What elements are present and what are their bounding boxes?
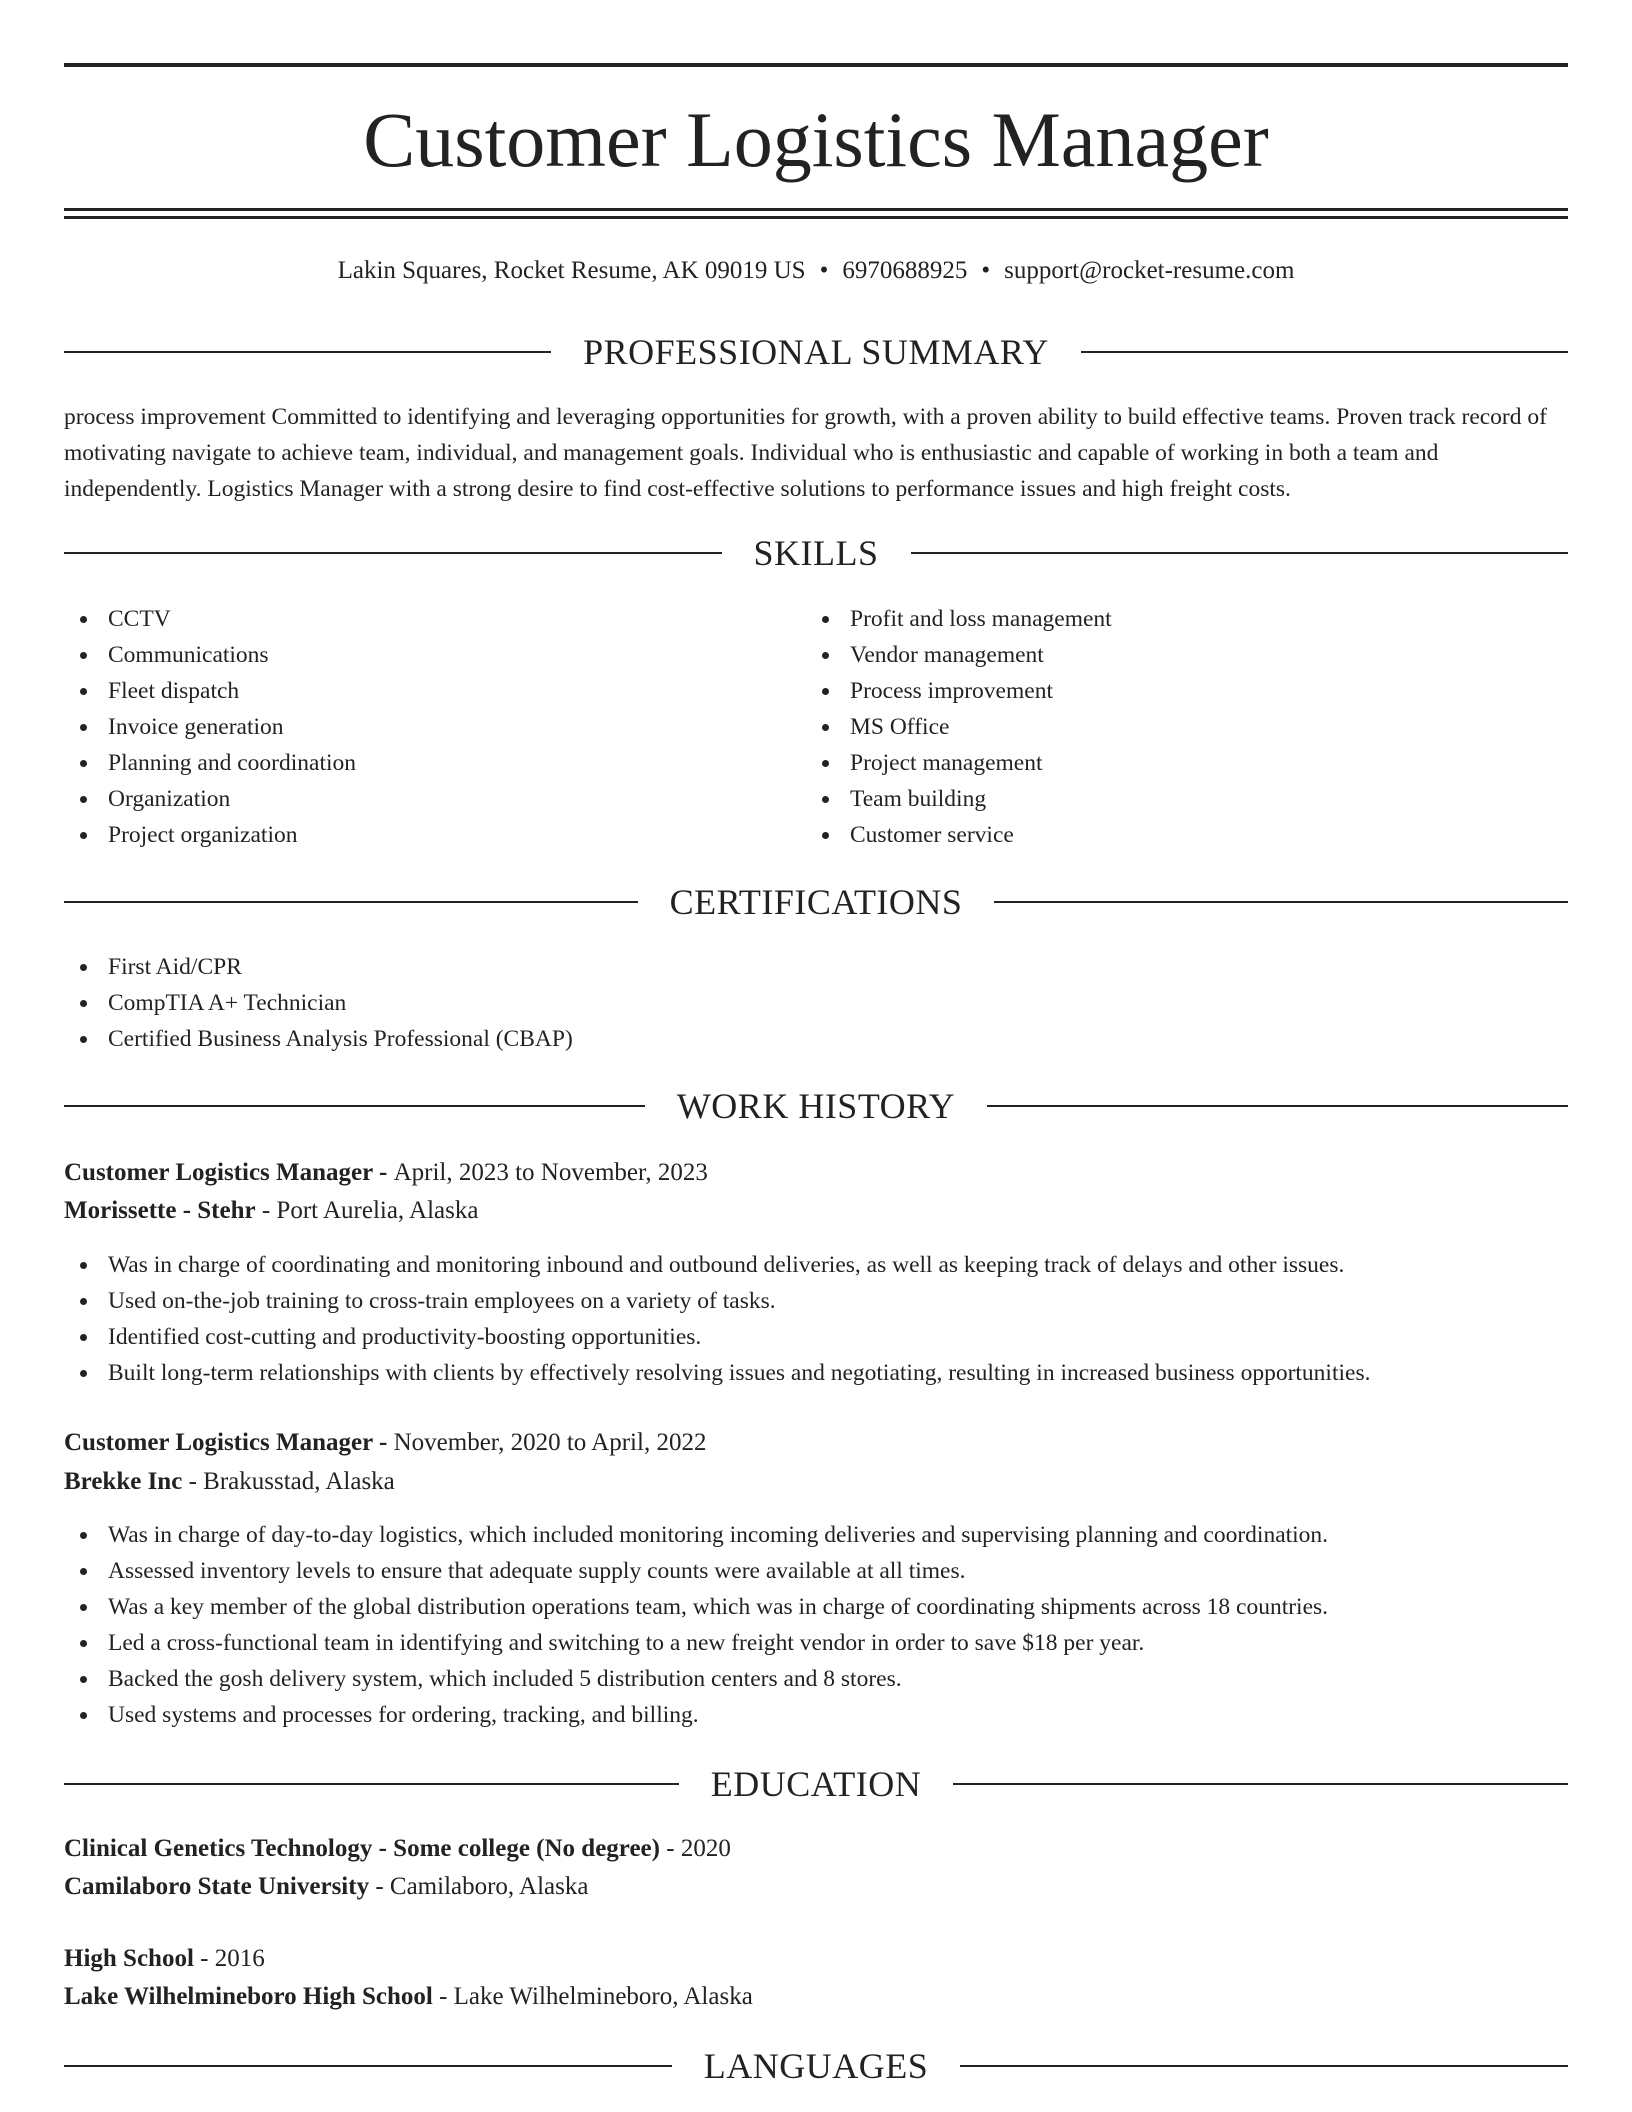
skills-list-right — [806, 601, 1506, 853]
job-bullet: Backed the gosh delivery system, which included 5 distribution centers and 8 stores. — [64, 1661, 1568, 1697]
section-rule-right — [960, 2065, 1568, 2067]
section-rule-left — [64, 901, 638, 903]
job-title: Customer Logistics Manager — [64, 1159, 373, 1186]
skill-item: Invoice generation — [64, 709, 764, 745]
section-rule-right — [994, 901, 1568, 903]
job-bullet: Used on-the-job training to cross-train employees on a variety of tasks. — [64, 1283, 1568, 1319]
job-bullet: Was a key member of the global distribution operations team, which was in charge of coordinating shipments across 18 countries. — [64, 1589, 1568, 1625]
education-school-line — [64, 1869, 1568, 1905]
job-title: Customer Logistics Manager — [64, 1429, 373, 1456]
education-school-separator: - — [432, 1983, 454, 2010]
contact-separator: • — [981, 257, 991, 284]
section-title: WORK HISTORY — [676, 1086, 956, 1126]
job-company-line — [64, 1193, 1568, 1229]
skill-item: Team building — [806, 781, 1506, 817]
section-rule-left — [64, 1105, 645, 1107]
skill-item: Customer service — [806, 817, 1506, 853]
certification-item: Certified Business Analysis Professional (CBAP) — [64, 1021, 1464, 1057]
job-title-line — [64, 1155, 1568, 1191]
job-bullets — [64, 1517, 1568, 1733]
skill-item: Communications — [64, 637, 764, 673]
top-rule — [64, 63, 1568, 67]
job-dates: April, 2023 to November, 2023 — [393, 1159, 708, 1186]
skill-item: Planning and coordination — [64, 745, 764, 781]
education-degree: Clinical Genetics Technology - Some college (No degree) — [64, 1835, 660, 1862]
section-rule-right — [911, 552, 1569, 554]
contact-line — [64, 254, 1568, 288]
education-location: Camilaboro, Alaska — [389, 1873, 589, 1900]
skill-item: Process improvement — [806, 673, 1506, 709]
job-bullets — [64, 1247, 1568, 1391]
certification-item: First Aid/CPR — [64, 949, 1464, 985]
job-title-separator: - — [372, 1429, 394, 1456]
section-rule-right — [953, 1783, 1568, 1785]
job-company-separator: - — [182, 1468, 204, 1495]
contact-address: Lakin Squares, Rocket Resume, AK 09019 US — [337, 257, 806, 284]
section-heading-summary — [64, 330, 1568, 374]
education-school: Lake Wilhelmineboro High School — [64, 1983, 433, 2010]
education-school-separator: - — [369, 1873, 390, 1900]
section-heading-education — [64, 1762, 1568, 1806]
section-title: LANGUAGES — [703, 2046, 929, 2086]
education-degree-separator: - — [193, 1945, 215, 1972]
section-heading-certifications — [64, 880, 1568, 924]
job-bullet: Was in charge of day-to-day logistics, which included monitoring incoming deliveries and supervising planning and coordination. — [64, 1517, 1568, 1553]
job-bullet: Used systems and processes for ordering, tracking, and billing. — [64, 1697, 1568, 1733]
skill-item: Project organization — [64, 817, 764, 853]
skill-item: Vendor management — [806, 637, 1506, 673]
section-title: EDUCATION — [710, 1764, 922, 1804]
certification-item: CompTIA A+ Technician — [64, 985, 1464, 1021]
skill-item: Profit and loss management — [806, 601, 1506, 637]
section-rule-left — [64, 351, 551, 353]
job-bullet: Assessed inventory levels to ensure that adequate supply counts were available at all times. — [64, 1553, 1568, 1589]
section-heading-skills — [64, 531, 1568, 575]
job-title-separator: - — [372, 1159, 394, 1186]
job-location: Port Aurelia, Alaska — [276, 1197, 479, 1224]
section-rule-right — [987, 1105, 1568, 1107]
education-school-line — [64, 1979, 1568, 2015]
skill-item: CCTV — [64, 601, 764, 637]
contact-phone: 6970688925 — [842, 257, 968, 284]
section-title: SKILLS — [753, 533, 879, 573]
education-year: 2020 — [680, 1835, 731, 1862]
job-company-line — [64, 1464, 1568, 1500]
job-title-line — [64, 1425, 1568, 1461]
section-heading-work-history — [64, 1084, 1568, 1128]
job-company: Morissette - Stehr — [64, 1197, 256, 1224]
skill-item: Fleet dispatch — [64, 673, 764, 709]
job-company: Brekke Inc — [64, 1468, 183, 1495]
job-bullet: Identified cost-cutting and productivity-boosting opportunities. — [64, 1319, 1568, 1355]
job-location: Brakusstad, Alaska — [203, 1468, 395, 1495]
job-bullet: Was in charge of coordinating and monitoring inbound and outbound deliveries, as well as keeping track of delays and other issues. — [64, 1247, 1568, 1283]
education-degree-line — [64, 1941, 1568, 1977]
job-bullet: Built long-term relationships with clients by effectively resolving issues and negotiating, resulting in increased business opportunities. — [64, 1355, 1568, 1391]
section-title: PROFESSIONAL SUMMARY — [583, 332, 1049, 372]
double-rule-lower — [64, 216, 1568, 219]
education-school: Camilaboro State University — [64, 1873, 370, 1900]
education-degree-line — [64, 1831, 1568, 1867]
education-degree-separator: - — [659, 1835, 681, 1862]
summary-paragraph: process improvement Committed to identifying and leveraging opportunities for growth, with a proven ability to build effective teams. Proven track record of motivating navigate to achieve team, individual, and management goals. Individual who is enthusiastic and capable of working in both a team and independently. Logistics Manager with a strong desire to find cost-effective solutions to performance issues and high freight costs. — [64, 404, 1547, 502]
education-location: Lake Wilhelmineboro, Alaska — [453, 1983, 753, 2010]
section-rule-left — [64, 1783, 679, 1785]
section-heading-languages — [64, 2044, 1568, 2088]
section-title: CERTIFICATIONS — [669, 882, 963, 922]
section-rule-left — [64, 552, 722, 554]
job-bullet: Led a cross-functional team in identifying and switching to a new freight vendor in order to save $18 per year. — [64, 1625, 1568, 1661]
skills-list-left — [64, 601, 764, 853]
education-degree: High School — [64, 1945, 194, 1972]
certifications-list — [64, 949, 1464, 1057]
resume-name-heading: Customer Logistics Manager — [363, 96, 1269, 183]
job-company-separator: - — [255, 1197, 277, 1224]
contact-email[interactable]: support@rocket-resume.com — [1004, 257, 1295, 284]
double-rule-upper — [64, 208, 1568, 211]
skill-item: Project management — [806, 745, 1506, 781]
section-rule-left — [64, 2065, 672, 2067]
contact-separator: • — [819, 257, 829, 284]
section-rule-right — [1081, 351, 1568, 353]
job-dates: November, 2020 to April, 2022 — [393, 1429, 707, 1456]
education-year: 2016 — [214, 1945, 265, 1972]
skill-item: Organization — [64, 781, 764, 817]
skill-item: MS Office — [806, 709, 1506, 745]
